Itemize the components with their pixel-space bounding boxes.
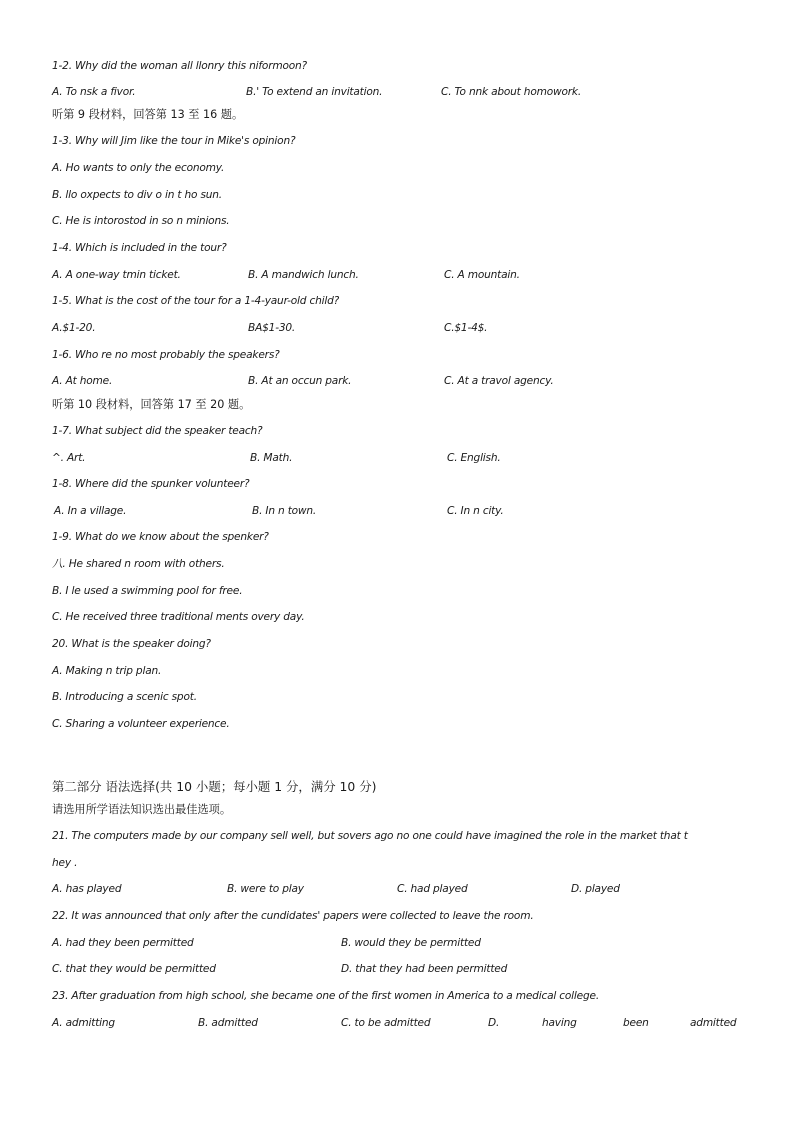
question-21-stem: 21. The computers made by our company sell well, but sovers ago no one could have imagined the role in the market that t bbox=[52, 830, 688, 842]
option-b: B. admitted bbox=[198, 1017, 258, 1029]
question-13 bbox=[0, 132, 793, 150]
question-19-stem: 1-9. What do we know about the spenker? bbox=[52, 531, 269, 543]
option-a: A. had they been permitted bbox=[52, 937, 194, 949]
option-a: A. A one-way tmin ticket. bbox=[52, 269, 181, 281]
option-b: B. were to play bbox=[227, 883, 304, 895]
question-18-stem: 1-8. Where did the spunker volunteer? bbox=[52, 478, 250, 490]
question-15-options bbox=[0, 319, 793, 337]
option-c: C. that they would be permitted bbox=[52, 963, 216, 975]
question-19-option-c: C. He received three traditional ments overy day. bbox=[52, 611, 305, 623]
question-16-options bbox=[0, 372, 793, 390]
question-22-stem: 22. It was announced that only after the cundidates' papers were collected to leave the room. bbox=[52, 910, 534, 922]
question-23-stem: 23. After graduation from high school, she became one of the first women in America to a medical college. bbox=[52, 990, 599, 1002]
question-18-options bbox=[0, 502, 793, 520]
question-19-option-a: 八. He shared n room with others. bbox=[52, 558, 225, 570]
option-b: B. A mandwich lunch. bbox=[248, 269, 359, 281]
option-d-letter: D. bbox=[488, 1017, 500, 1029]
question-18 bbox=[0, 475, 793, 493]
option-a: A. To nsk a fivor. bbox=[52, 86, 136, 98]
question-17-options bbox=[0, 449, 793, 467]
option-b: B. At an occun park. bbox=[248, 375, 352, 387]
question-16-stem: 1-6. Who re no most probably the speakers? bbox=[52, 349, 280, 361]
option-c: C. At a travol agency. bbox=[444, 375, 554, 387]
question-19-option-b: B. I le used a swimming pool for free. bbox=[52, 585, 243, 597]
option-c: C. In n city. bbox=[447, 505, 504, 517]
question-14 bbox=[0, 239, 793, 257]
question-20-option-b: B. Introducing a scenic spot. bbox=[52, 691, 197, 703]
question-14-stem: 1-4. Which is included in the tour? bbox=[52, 242, 227, 254]
listening-instruction-10: 听第 10 段材料，回答第 17 至 20 题。 bbox=[52, 398, 251, 411]
option-a: A. In a village. bbox=[54, 505, 127, 517]
question-20-option-c: C. Sharing a volunteer experience. bbox=[52, 718, 230, 730]
question-13-option-a: A. Ho wants to only the economy. bbox=[52, 162, 225, 174]
question-13-stem: 1-3. Why will Jim like the tour in Mike's opinion? bbox=[52, 135, 296, 147]
option-a: A. has played bbox=[52, 883, 122, 895]
section-heading-part2: 第二部分 语法选择(共 10 小题；每小题 1 分，满分 10 分) bbox=[52, 779, 377, 794]
option-d-word-been: been bbox=[623, 1017, 649, 1029]
question-17 bbox=[0, 422, 793, 440]
option-c: C. had played bbox=[397, 883, 468, 895]
question-20-stem: 20. What is the speaker doing? bbox=[52, 638, 211, 650]
option-a: A. At home. bbox=[52, 375, 113, 387]
section-instruction-part2: 请选用所学语法知识选出最佳选项。 bbox=[52, 803, 232, 816]
question-16 bbox=[0, 346, 793, 364]
option-c: C.$1-4$. bbox=[444, 322, 488, 334]
question-14-options bbox=[0, 266, 793, 284]
option-a: A. admitting bbox=[52, 1017, 115, 1029]
option-a: A.$1-20. bbox=[52, 322, 96, 334]
option-d-word-admitted: admitted bbox=[690, 1017, 737, 1029]
question-20-option-a: A. Making n trip plan. bbox=[52, 665, 162, 677]
question-12 bbox=[0, 57, 793, 75]
question-12-stem: 1-2. Why did the woman all llonry this niformoon? bbox=[52, 60, 307, 72]
option-a: ^. Art. bbox=[52, 452, 86, 464]
option-c: C. A mountain. bbox=[444, 269, 520, 281]
option-c: C. English. bbox=[447, 452, 501, 464]
option-d: D. played bbox=[571, 883, 620, 895]
question-21-stem-end: hey . bbox=[52, 857, 78, 869]
question-13-option-b: B. llo oxpects to div o in t ho sun. bbox=[52, 189, 222, 201]
option-c: C. to be admitted bbox=[341, 1017, 431, 1029]
question-22-options-cd bbox=[0, 960, 793, 978]
option-b: B. In n town. bbox=[252, 505, 317, 517]
option-d-word-having: having bbox=[542, 1017, 577, 1029]
question-21-continued bbox=[0, 854, 793, 872]
question-17-stem: 1-7. What subject did the speaker teach? bbox=[52, 425, 263, 437]
question-22-options-ab bbox=[0, 934, 793, 952]
question-12-options bbox=[0, 83, 793, 101]
question-19 bbox=[0, 528, 793, 546]
option-b: B. Math. bbox=[250, 452, 293, 464]
question-21 bbox=[0, 827, 793, 845]
question-15-stem: 1-5. What is the cost of the tour for a 1-4-yaur-old child? bbox=[52, 295, 340, 307]
question-15 bbox=[0, 292, 793, 310]
question-13-option-c: C. He is intorostod in so n minions. bbox=[52, 215, 230, 227]
option-b: B. would they be permitted bbox=[341, 937, 481, 949]
question-20 bbox=[0, 635, 793, 653]
listening-instruction-9: 听第 9 段材料，回答第 13 至 16 题。 bbox=[52, 108, 244, 121]
question-21-options bbox=[0, 880, 793, 898]
question-23-options bbox=[0, 1014, 793, 1032]
option-c: C. To nnk about homowork. bbox=[441, 86, 582, 98]
question-22 bbox=[0, 907, 793, 925]
option-b: BA$1-30. bbox=[248, 322, 296, 334]
option-b: B.' To extend an invitation. bbox=[246, 86, 383, 98]
question-23 bbox=[0, 987, 793, 1005]
option-d: D. that they had been permitted bbox=[341, 963, 508, 975]
